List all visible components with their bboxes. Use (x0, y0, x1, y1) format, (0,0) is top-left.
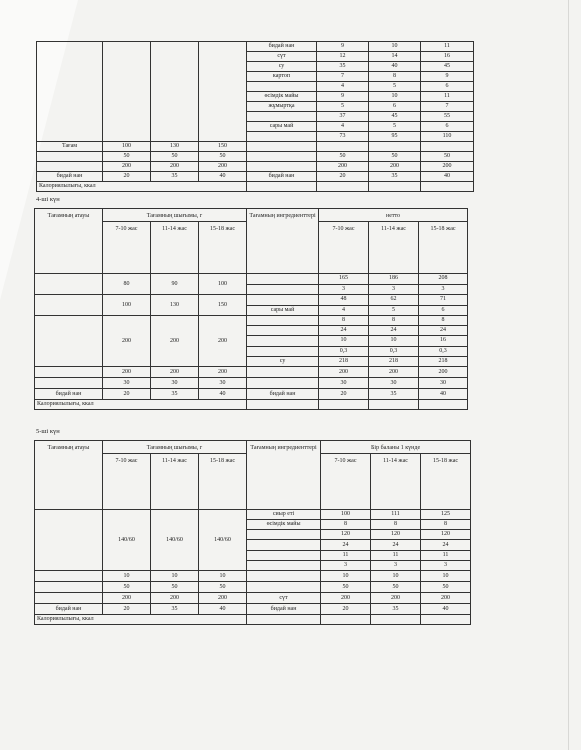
ingredient-amount: 3 (319, 284, 369, 295)
ingredient-amount: 48 (319, 295, 369, 306)
ingredient-amount: 10 (321, 571, 371, 582)
dish-yield: 30 (151, 378, 199, 389)
ingredient-amount: 0,3 (419, 346, 468, 356)
ingredient-amount: 218 (319, 356, 369, 366)
dish-name (35, 571, 103, 582)
ingredient-amount: 20 (321, 604, 371, 615)
ingredient-amount: 24 (369, 326, 419, 336)
ingredient-amount: 3 (421, 560, 471, 570)
ingredient-amount: 24 (319, 326, 369, 336)
dish-name: бидай нан (37, 172, 103, 182)
ingredient-amount: 120 (371, 530, 421, 540)
ingredient-name: бидай нан (247, 42, 317, 52)
ingredient-amount: 30 (419, 378, 468, 389)
dish-yield: 100 (103, 142, 151, 152)
ingredient-name: бидай нан (247, 389, 319, 400)
ingredient-amount: 55 (421, 112, 474, 122)
table-row (37, 172, 474, 182)
dish-name (35, 582, 103, 593)
ingredient-amount: 24 (421, 540, 471, 550)
ingredient-name: бидай нан (247, 604, 321, 615)
ingredient-amount: 11 (421, 550, 471, 560)
menu-table-continued (36, 41, 474, 192)
dish-name (37, 162, 103, 172)
dish-yield: 30 (199, 378, 247, 389)
ingredient-amount: 10 (319, 336, 369, 346)
ingredient-amount: 6 (419, 305, 468, 316)
ingredient-amount: 125 (421, 510, 471, 520)
dish-yield: 150 (199, 295, 247, 316)
calorie-value (319, 400, 369, 410)
ingredient-name (247, 132, 317, 142)
day5-menu-table (34, 440, 471, 625)
day5-header-qty: Тағамның шығымы, г (103, 441, 247, 454)
ingredient-amount: 8 (369, 316, 419, 326)
ingredient-amount: 5 (317, 102, 369, 112)
ingredient-amount: 20 (317, 172, 369, 182)
ingredient-amount: 35 (369, 172, 421, 182)
ingredient-amount: 200 (369, 162, 421, 172)
ingredient-amount: 120 (321, 530, 371, 540)
dish-name: бидай нан (35, 389, 103, 400)
dish-yield: 130 (151, 142, 199, 152)
dish-yield: 200 (199, 316, 247, 367)
day4-age-2: 11-14 жас (151, 222, 199, 274)
dish-yield: 40 (199, 172, 247, 182)
ingredient-amount: 45 (369, 112, 421, 122)
table-row (35, 593, 471, 604)
day4-header-qty: Тағамның шығымы, г (103, 209, 247, 222)
dish-name (37, 152, 103, 162)
dish-yield: 90 (151, 274, 199, 295)
ingredient-name: сары май (247, 305, 319, 316)
scan-edge (568, 0, 569, 750)
dish-yield: 140/60 (151, 510, 199, 571)
ingredient-amount: 11 (371, 550, 421, 560)
ingredient-name: сиыр еті (247, 510, 321, 520)
dish-yield: 20 (103, 604, 151, 615)
ingredient-name: өсімдік майы (247, 520, 321, 530)
ingredient-name (247, 316, 319, 326)
calorie-value (421, 615, 471, 625)
ingredient-amount (317, 142, 369, 152)
ingredient-amount: 5 (369, 305, 419, 316)
ingredient-amount: 24 (419, 326, 468, 336)
ingredient-name (247, 346, 319, 356)
table-row (35, 295, 468, 306)
ingredient-amount: 200 (421, 162, 474, 172)
ingredient-amount: 8 (319, 316, 369, 326)
table-row (37, 152, 474, 162)
ingredient-amount: 6 (421, 82, 474, 92)
calorie-row (35, 615, 471, 625)
ingredient-amount: 50 (369, 152, 421, 162)
ingredient-name (247, 326, 319, 336)
calorie-value (419, 400, 468, 410)
t1-span-cell (103, 42, 151, 142)
ingredient-name (247, 582, 321, 593)
table-row (35, 378, 468, 389)
ingredient-amount: 24 (371, 540, 421, 550)
ingredient-name (247, 560, 321, 570)
dish-yield: 50 (199, 582, 247, 593)
ingredient-name (247, 82, 317, 92)
ingredient-amount: 6 (421, 122, 474, 132)
ingredient-amount: 12 (317, 52, 369, 62)
ingredient-amount: 40 (421, 172, 474, 182)
ingredient-amount: 16 (419, 336, 468, 346)
dish-yield: 140/60 (103, 510, 151, 571)
dish-yield: 200 (103, 162, 151, 172)
dish-yield: 200 (199, 162, 247, 172)
calorie-row (35, 400, 468, 410)
ingredient-name (247, 295, 319, 306)
dish-name (35, 367, 103, 378)
ingredient-name (247, 540, 321, 550)
ingredient-name (247, 378, 319, 389)
table-row (35, 367, 468, 378)
dish-yield: 50 (199, 152, 247, 162)
t1-span-cell (151, 42, 199, 142)
ingredient-amount: 200 (319, 367, 369, 378)
table-row (35, 389, 468, 400)
ingredient-amount: 24 (321, 540, 371, 550)
calorie-value (247, 615, 321, 625)
ingredient-amount: 10 (371, 571, 421, 582)
dish-yield: 10 (199, 571, 247, 582)
calorie-value (247, 182, 317, 192)
ingredient-name (247, 152, 317, 162)
dish-yield: 200 (151, 367, 199, 378)
ingredient-amount: 62 (369, 295, 419, 306)
dish-yield: 50 (151, 152, 199, 162)
dish-yield: 140/60 (199, 510, 247, 571)
ingredient-amount: 0,3 (369, 346, 419, 356)
ingredient-amount: 8 (321, 520, 371, 530)
dish-yield: 20 (103, 172, 151, 182)
dish-yield: 40 (199, 389, 247, 400)
ingredient-name (247, 367, 319, 378)
ingredient-amount: 8 (369, 72, 421, 82)
ingredient-amount: 5 (369, 122, 421, 132)
day5-age-2: 11-14 жас (151, 454, 199, 510)
dish-yield: 200 (103, 593, 151, 604)
dish-yield: 10 (103, 571, 151, 582)
ingredient-name: сары май (247, 122, 317, 132)
ingredient-amount: 4 (317, 82, 369, 92)
ingredient-amount: 50 (421, 152, 474, 162)
dish-yield: 200 (151, 316, 199, 367)
ingredient-amount: 10 (369, 42, 421, 52)
ingredient-amount: 11 (421, 42, 474, 52)
ingredient-amount: 11 (321, 550, 371, 560)
day5-header-ingredients: Тағамның ингредиенттері (247, 441, 321, 510)
calorie-label: Калориялылығы, ккал (35, 400, 247, 410)
calorie-value (371, 615, 421, 625)
ingredient-amount: 7 (317, 72, 369, 82)
ingredient-amount: 50 (321, 582, 371, 593)
ingredient-amount: 3 (371, 560, 421, 570)
dish-yield: 200 (103, 367, 151, 378)
ingredient-amount: 200 (419, 367, 468, 378)
ingredient-name (247, 550, 321, 560)
dish-yield: 100 (103, 295, 151, 316)
ingredient-amount: 45 (421, 62, 474, 72)
day5-caption: 5-ші күн (36, 428, 60, 435)
ingredient-amount: 7 (421, 102, 474, 112)
ingredient-amount: 50 (371, 582, 421, 593)
dish-yield: 50 (103, 582, 151, 593)
day4-header-ingredients: Тағамның ингредиенттері (247, 209, 319, 274)
ingredient-amount: 8 (419, 316, 468, 326)
ingredient-amount: 200 (321, 593, 371, 604)
day4-age-3: 15-18 жас (199, 222, 247, 274)
ingredient-name (247, 112, 317, 122)
ingredient-amount: 14 (369, 52, 421, 62)
ingredient-amount: 3 (369, 284, 419, 295)
ingredient-amount: 10 (369, 336, 419, 346)
day5-net-age-1: 7-10 жас (321, 454, 371, 510)
t1-span-cell (37, 42, 103, 142)
ingredient-amount: 50 (421, 582, 471, 593)
ingredient-amount: 6 (369, 102, 421, 112)
calorie-value (369, 182, 421, 192)
table-row (37, 162, 474, 172)
ingredient-amount: 35 (317, 62, 369, 72)
calorie-value (317, 182, 369, 192)
dish-yield: 130 (151, 295, 199, 316)
day4-menu-table (34, 208, 468, 410)
day4-caption: 4-ші күн (36, 196, 60, 203)
day4-header-dish: Тағамның атауы (35, 209, 103, 274)
dish-yield: 35 (151, 389, 199, 400)
ingredient-amount: 40 (421, 604, 471, 615)
dish-yield: 200 (199, 593, 247, 604)
dish-yield: 30 (103, 378, 151, 389)
ingredient-amount: 3 (419, 284, 468, 295)
dish-name (35, 274, 103, 295)
table-row (37, 42, 474, 52)
day5-net-age-2: 11-14 жас (371, 454, 421, 510)
ingredient-name (247, 274, 319, 285)
day4-header-net: нетто (319, 209, 468, 222)
ingredient-amount: 10 (369, 92, 421, 102)
ingredient-amount: 11 (421, 92, 474, 102)
ingredient-name: картоп (247, 72, 317, 82)
dish-yield: 200 (199, 367, 247, 378)
dish-name (35, 378, 103, 389)
day4-net-age-2: 11-14 жас (369, 222, 419, 274)
ingredient-amount: 4 (317, 122, 369, 132)
dish-yield: 20 (103, 389, 151, 400)
ingredient-amount: 20 (319, 389, 369, 400)
t1-span-cell (199, 42, 247, 142)
ingredient-amount: 16 (421, 52, 474, 62)
ingredient-name: сүт (247, 52, 317, 62)
calorie-label: Калориялылығы, ккал (35, 615, 247, 625)
day5-header-dish: Тағамның атауы (35, 441, 103, 510)
ingredient-amount: 8 (421, 520, 471, 530)
ingredient-amount: 165 (319, 274, 369, 285)
ingredient-amount: 30 (369, 378, 419, 389)
ingredient-amount: 186 (369, 274, 419, 285)
dish-name (35, 316, 103, 367)
day5-header-net: Бір баланы 1 күнде (321, 441, 471, 454)
ingredient-amount: 73 (317, 132, 369, 142)
ingredient-amount: 200 (369, 367, 419, 378)
dish-yield: 200 (151, 593, 199, 604)
ingredient-name (247, 336, 319, 346)
ingredient-name: су (247, 356, 319, 366)
ingredient-amount: 111 (371, 510, 421, 520)
day4-net-age-1: 7-10 жас (319, 222, 369, 274)
dish-name (35, 295, 103, 316)
ingredient-amount: 5 (369, 82, 421, 92)
ingredient-amount: 95 (369, 132, 421, 142)
calorie-label: Калориялылығы, ккал (37, 182, 247, 192)
ingredient-amount: 200 (371, 593, 421, 604)
dish-yield: 10 (151, 571, 199, 582)
dish-name (35, 593, 103, 604)
ingredient-name: бидай нан (247, 172, 317, 182)
ingredient-amount: 200 (421, 593, 471, 604)
ingredient-name (247, 571, 321, 582)
ingredient-amount: 71 (419, 295, 468, 306)
dish-name: Тағам (37, 142, 103, 152)
ingredient-name: су (247, 62, 317, 72)
ingredient-amount: 40 (369, 62, 421, 72)
ingredient-name (247, 142, 317, 152)
ingredient-name: сүт (247, 593, 321, 604)
ingredient-amount: 9 (317, 42, 369, 52)
day5-net-age-3: 15-18 жас (421, 454, 471, 510)
ingredient-amount: 218 (419, 356, 468, 366)
ingredient-name (247, 162, 317, 172)
ingredient-amount: 3 (321, 560, 371, 570)
table-row (35, 316, 468, 326)
ingredient-name (247, 284, 319, 295)
dish-yield: 35 (151, 172, 199, 182)
ingredient-amount: 120 (421, 530, 471, 540)
dish-yield: 200 (151, 162, 199, 172)
ingredient-amount: 208 (419, 274, 468, 285)
dish-yield: 150 (199, 142, 247, 152)
ingredient-name: өсімдік майы (247, 92, 317, 102)
ingredient-name: жұмыртқа (247, 102, 317, 112)
calorie-value (321, 615, 371, 625)
ingredient-amount: 200 (317, 162, 369, 172)
ingredient-amount: 40 (419, 389, 468, 400)
table-row (35, 604, 471, 615)
dish-yield: 35 (151, 604, 199, 615)
dish-yield: 50 (103, 152, 151, 162)
dish-yield: 80 (103, 274, 151, 295)
table-row (35, 582, 471, 593)
ingredient-amount: 100 (321, 510, 371, 520)
dish-yield: 50 (151, 582, 199, 593)
ingredient-amount (369, 142, 421, 152)
table-row (35, 510, 471, 520)
dish-name: бидай нан (35, 604, 103, 615)
ingredient-amount: 8 (371, 520, 421, 530)
ingredient-amount: 4 (319, 305, 369, 316)
day4-net-age-3: 15-18 жас (419, 222, 468, 274)
dish-name (35, 510, 103, 571)
ingredient-amount: 10 (421, 571, 471, 582)
table-row (37, 142, 474, 152)
ingredient-amount: 50 (317, 152, 369, 162)
ingredient-amount (421, 142, 474, 152)
calorie-value (369, 400, 419, 410)
table-row (35, 571, 471, 582)
ingredient-amount: 37 (317, 112, 369, 122)
ingredient-amount: 110 (421, 132, 474, 142)
dish-yield: 100 (199, 274, 247, 295)
day4-age-1: 7-10 жас (103, 222, 151, 274)
ingredient-amount: 0,3 (319, 346, 369, 356)
calorie-row (37, 182, 474, 192)
ingredient-amount: 218 (369, 356, 419, 366)
dish-yield: 40 (199, 604, 247, 615)
ingredient-name (247, 530, 321, 540)
calorie-value (247, 400, 319, 410)
ingredient-amount: 30 (319, 378, 369, 389)
ingredient-amount: 35 (371, 604, 421, 615)
table-row (35, 274, 468, 285)
ingredient-amount: 9 (317, 92, 369, 102)
dish-yield: 200 (103, 316, 151, 367)
ingredient-amount: 35 (369, 389, 419, 400)
day5-age-1: 7-10 жас (103, 454, 151, 510)
day5-age-3: 15-18 жас (199, 454, 247, 510)
ingredient-amount: 9 (421, 72, 474, 82)
calorie-value (421, 182, 474, 192)
